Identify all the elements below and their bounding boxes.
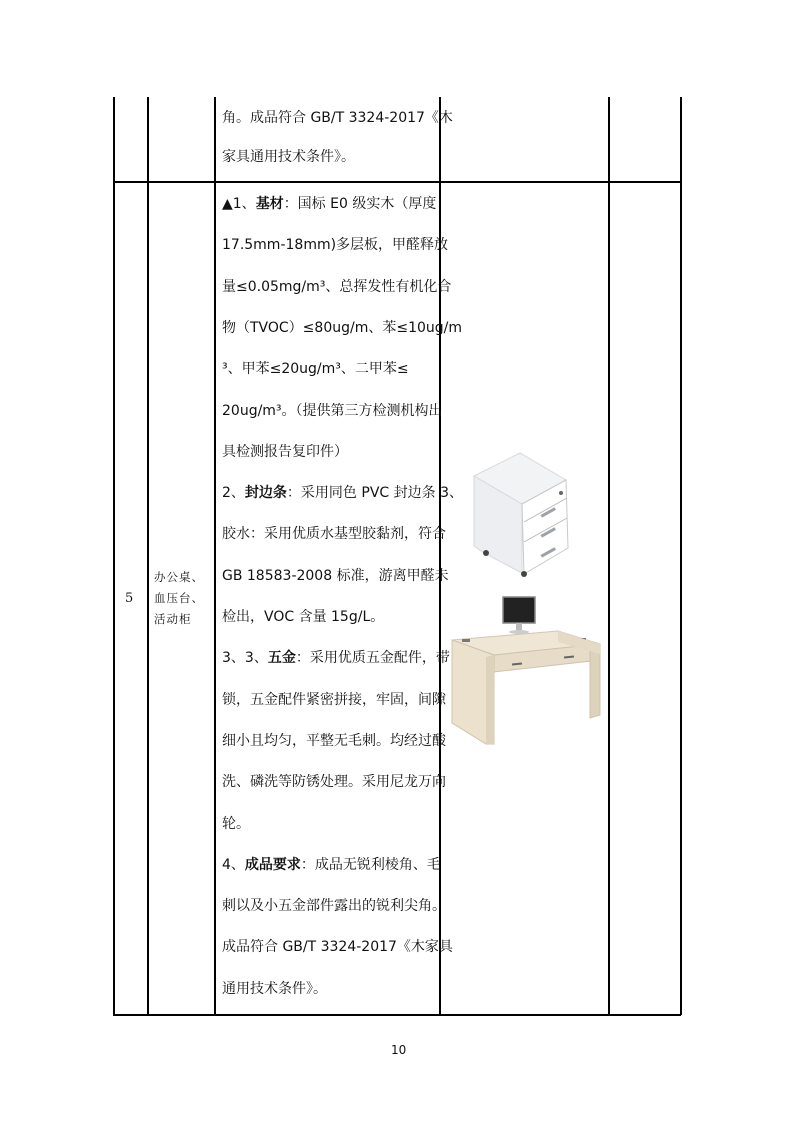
table-border-col2 <box>214 97 216 1015</box>
spec-line <box>222 970 327 1009</box>
item-name-line: 活动柜 <box>154 612 192 626</box>
spec-text: 物（TVOC）≤80ug/m、苯≤10ug/m <box>222 319 462 336</box>
spec-text: 具检测报告复印件） <box>222 443 348 460</box>
spec-text: 3、3、 <box>222 650 268 667</box>
spec-line <box>222 185 436 224</box>
table-border-right <box>680 97 682 1015</box>
spec-line <box>222 515 446 554</box>
spec-line <box>222 639 450 678</box>
spec-line <box>222 226 448 265</box>
spec-line <box>222 474 463 513</box>
spec-text: 通用技术条件》。 <box>222 980 327 997</box>
spec-text: ³、甲苯≤20ug/m³、二甲苯≤ <box>222 361 409 378</box>
table-border-bottom <box>113 1014 681 1016</box>
spec-text: 锁，五金配件紧密拼接，牢固，间隙 <box>222 691 446 708</box>
spec-line <box>222 433 348 472</box>
spec-text: 细小且均匀，平整无毛刺。均经过酸 <box>222 732 446 749</box>
spec-line <box>222 598 384 637</box>
spec-line <box>222 887 446 926</box>
spec-heading: 基材 <box>255 196 284 212</box>
spec-text: 胶水：采用优质水基型胶黏剂，符合 <box>222 526 446 543</box>
spec-line <box>222 392 443 431</box>
table-border-col1 <box>147 97 149 1015</box>
spec-text: 17.5mm-18mm)多层板，甲醛释放 <box>222 237 449 254</box>
spec-line <box>222 350 409 389</box>
spec-text: ：采用同色 PVC 封边条 3、 <box>286 485 463 502</box>
spec-heading: 成品要求 <box>244 856 301 873</box>
spec-line <box>222 805 250 844</box>
spec-line: 家具通用技术条件》。 <box>222 149 355 165</box>
spec-text: 洗、磷洗等防锈处理。采用尼龙万向 <box>222 774 446 791</box>
table-border-left <box>113 97 115 1015</box>
spec-heading: 封边条 <box>244 485 287 502</box>
spec-line <box>222 722 446 761</box>
spec-line <box>222 557 449 596</box>
spec-text: GB 18583-2008 标准，游离甲醛未 <box>222 567 449 584</box>
spec-text: 成品符合 GB/T 3324-2017《木家具 <box>222 939 453 956</box>
product-images <box>440 440 608 760</box>
spec-text: 2、 <box>222 485 245 502</box>
spec-text: ▲1、 <box>222 196 256 212</box>
spec-text: ：成品无锐利棱角、毛 <box>300 856 441 873</box>
spec-text: 轮。 <box>222 815 250 832</box>
spec-text: 4、 <box>222 856 245 873</box>
spec-line <box>222 763 446 802</box>
page-number: 10 <box>391 1043 407 1057</box>
mobile-pedestal-image <box>474 453 568 577</box>
spec-line <box>222 846 441 885</box>
spec-text: 检出，VOC 含量 15g/L。 <box>222 609 385 625</box>
spec-text: ：采用优质五金配件，带 <box>295 650 450 667</box>
table-border-col4 <box>608 97 610 1015</box>
spec-heading: 五金 <box>267 650 296 667</box>
spec-line <box>222 309 462 348</box>
item-name-line: 血压台、 <box>154 591 204 605</box>
office-desk-image <box>452 597 600 744</box>
spec-line <box>222 681 446 720</box>
spec-line: 角。成品符合 GB/T 3324-2017《木 <box>222 110 453 126</box>
spec-text: 刺以及小五金部件露出的锐利尖角。 <box>222 898 446 915</box>
spec-line <box>222 268 451 307</box>
spec-text: ：国标 E0 级实木（厚度 <box>283 196 437 212</box>
spec-text: 量≤0.05mg/m³、总挥发性有机化合 <box>222 278 452 295</box>
item-name-line: 办公桌、 <box>154 570 204 584</box>
item-index: 5 <box>125 591 134 606</box>
row-divider <box>113 181 681 183</box>
spec-line <box>222 928 453 967</box>
spec-text: 20ug/m³。（提供第三方检测机构出 <box>222 402 443 419</box>
